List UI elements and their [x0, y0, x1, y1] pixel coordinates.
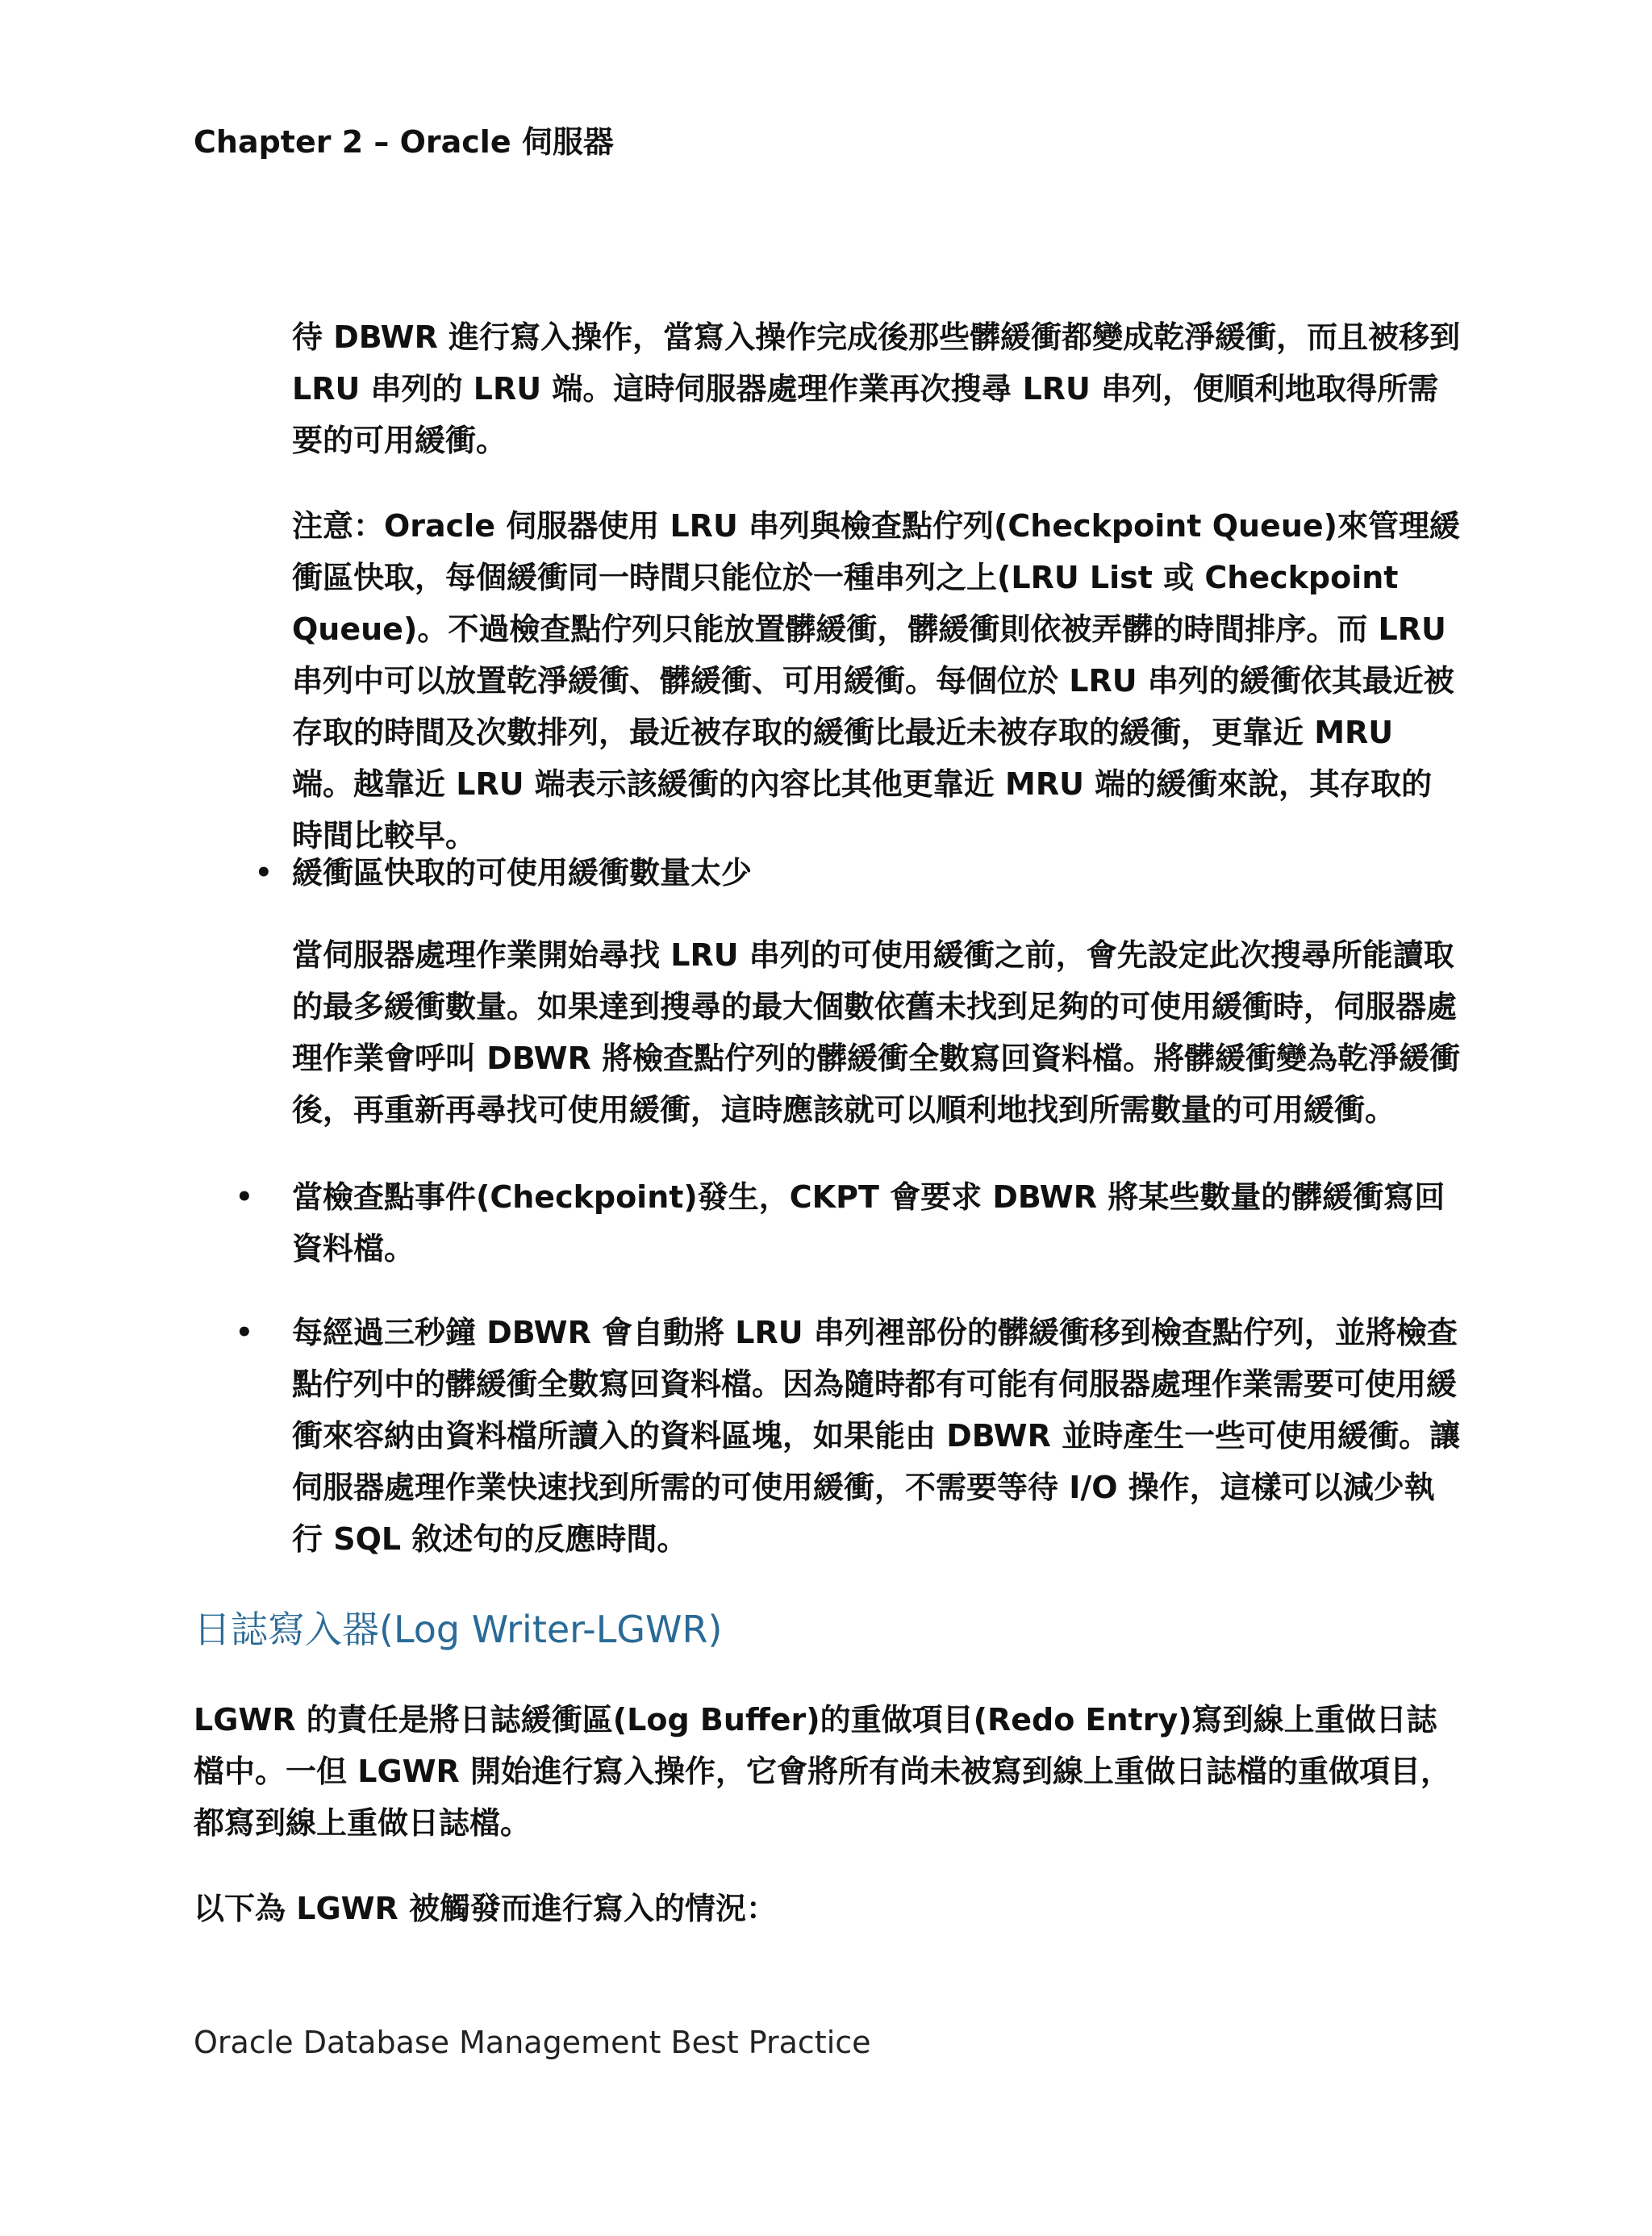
bullet-marker: •: [236, 1316, 253, 1349]
sub-bullet-buffer-low: 緩衝區快取的可使用緩衝數量太少: [292, 855, 753, 891]
chapter-header: Chapter 2 – Oracle 伺服器: [194, 124, 614, 160]
page-footer: Oracle Database Management Best Practice: [194, 2025, 871, 2060]
bullet-marker: •: [236, 1181, 253, 1213]
section-heading-lgwr: 日誌寫入器(Log Writer-LGWR): [194, 1608, 723, 1651]
bullet-marker: •: [255, 857, 273, 889]
bullet-checkpoint-event: 當檢查點事件(Checkpoint)發生，CKPT 會要求 DBWR 將某些數量的髒緩衝寫回資料檔。: [292, 1179, 1446, 1266]
bullet-three-seconds: 每經過三秒鐘 DBWR 會自動將 LRU 串列裡部份的髒緩衝移到檢查點佇列，並將檢查點佇列中的髒緩衝全數寫回資料檔。因為隨時都有可能有伺服器處理作業需要可使用緩衝來容納由資料檔所讀入的資料區塊，如果能由 DBWR 並時產生一些可使用緩衝。讓伺服器處理作業快速找到所需的可使用緩衝，不需要等待 I/O 操作，這樣可以減少執行 SQL 敘述句的反應時間。: [292, 1315, 1461, 1557]
paragraph-lgwr-responsibility: LGWR 的責任是將日誌緩衝區(Log Buffer)的重做項目(Redo Entry)寫到線上重做日誌檔中。一但 LGWR 開始進行寫入操作，它會將所有尚未被寫到線上重做日誌檔的重做項目，都寫到線上重做日誌檔。: [194, 1702, 1452, 1841]
note-paragraph: 注意：Oracle 伺服器使用 LRU 串列與檢查點佇列(Checkpoint Queue)來管理緩衝區快取，每個緩衝同一時間只能位於一種串列之上(LRU List 或 Checkpoint Queue)。不過檢查點佇列只能放置髒緩衝，髒緩衝則依被弄髒的時間排序。而 LRU 串列中可以放置乾淨緩衝、髒緩衝、可用緩衝。每個位於 LRU 串列的緩衝依其最近被存取的時間及次數排列，最近被存取的緩衝比最近未被存取的緩衝，更靠近 MRU 端。越靠近 LRU 端表示該緩衝的內容比其他更靠近 MRU 端的緩衝來說，其存取的時間比較早。: [292, 508, 1461, 853]
paragraph-server-search: 當伺服器處理作業開始尋找 LRU 串列的可使用緩衝之前，會先設定此次搜尋所能讀取的最多緩衝數量。如果達到搜尋的最大個數依舊未找到足夠的可使用緩衝時，伺服器處理作業會呼叫 DBWR 將檢查點佇列的髒緩衝全數寫回資料檔。將髒緩衝變為乾淨緩衝後，再重新再尋找可使用緩衝，這時應該就可以順利地找到所需數量的可用緩衝。: [292, 937, 1461, 1128]
paragraph-dbwr-write: 待 DBWR 進行寫入操作，當寫入操作完成後那些髒緩衝都變成乾淨緩衝，而且被移到 LRU 串列的 LRU 端。這時伺服器處理作業再次搜尋 LRU 串列，便順利地取得所需要的可用緩衝。: [292, 319, 1461, 458]
paragraph-lgwr-triggers-intro: 以下為 LGWR 被觸發而進行寫入的情況：: [194, 1891, 778, 1926]
